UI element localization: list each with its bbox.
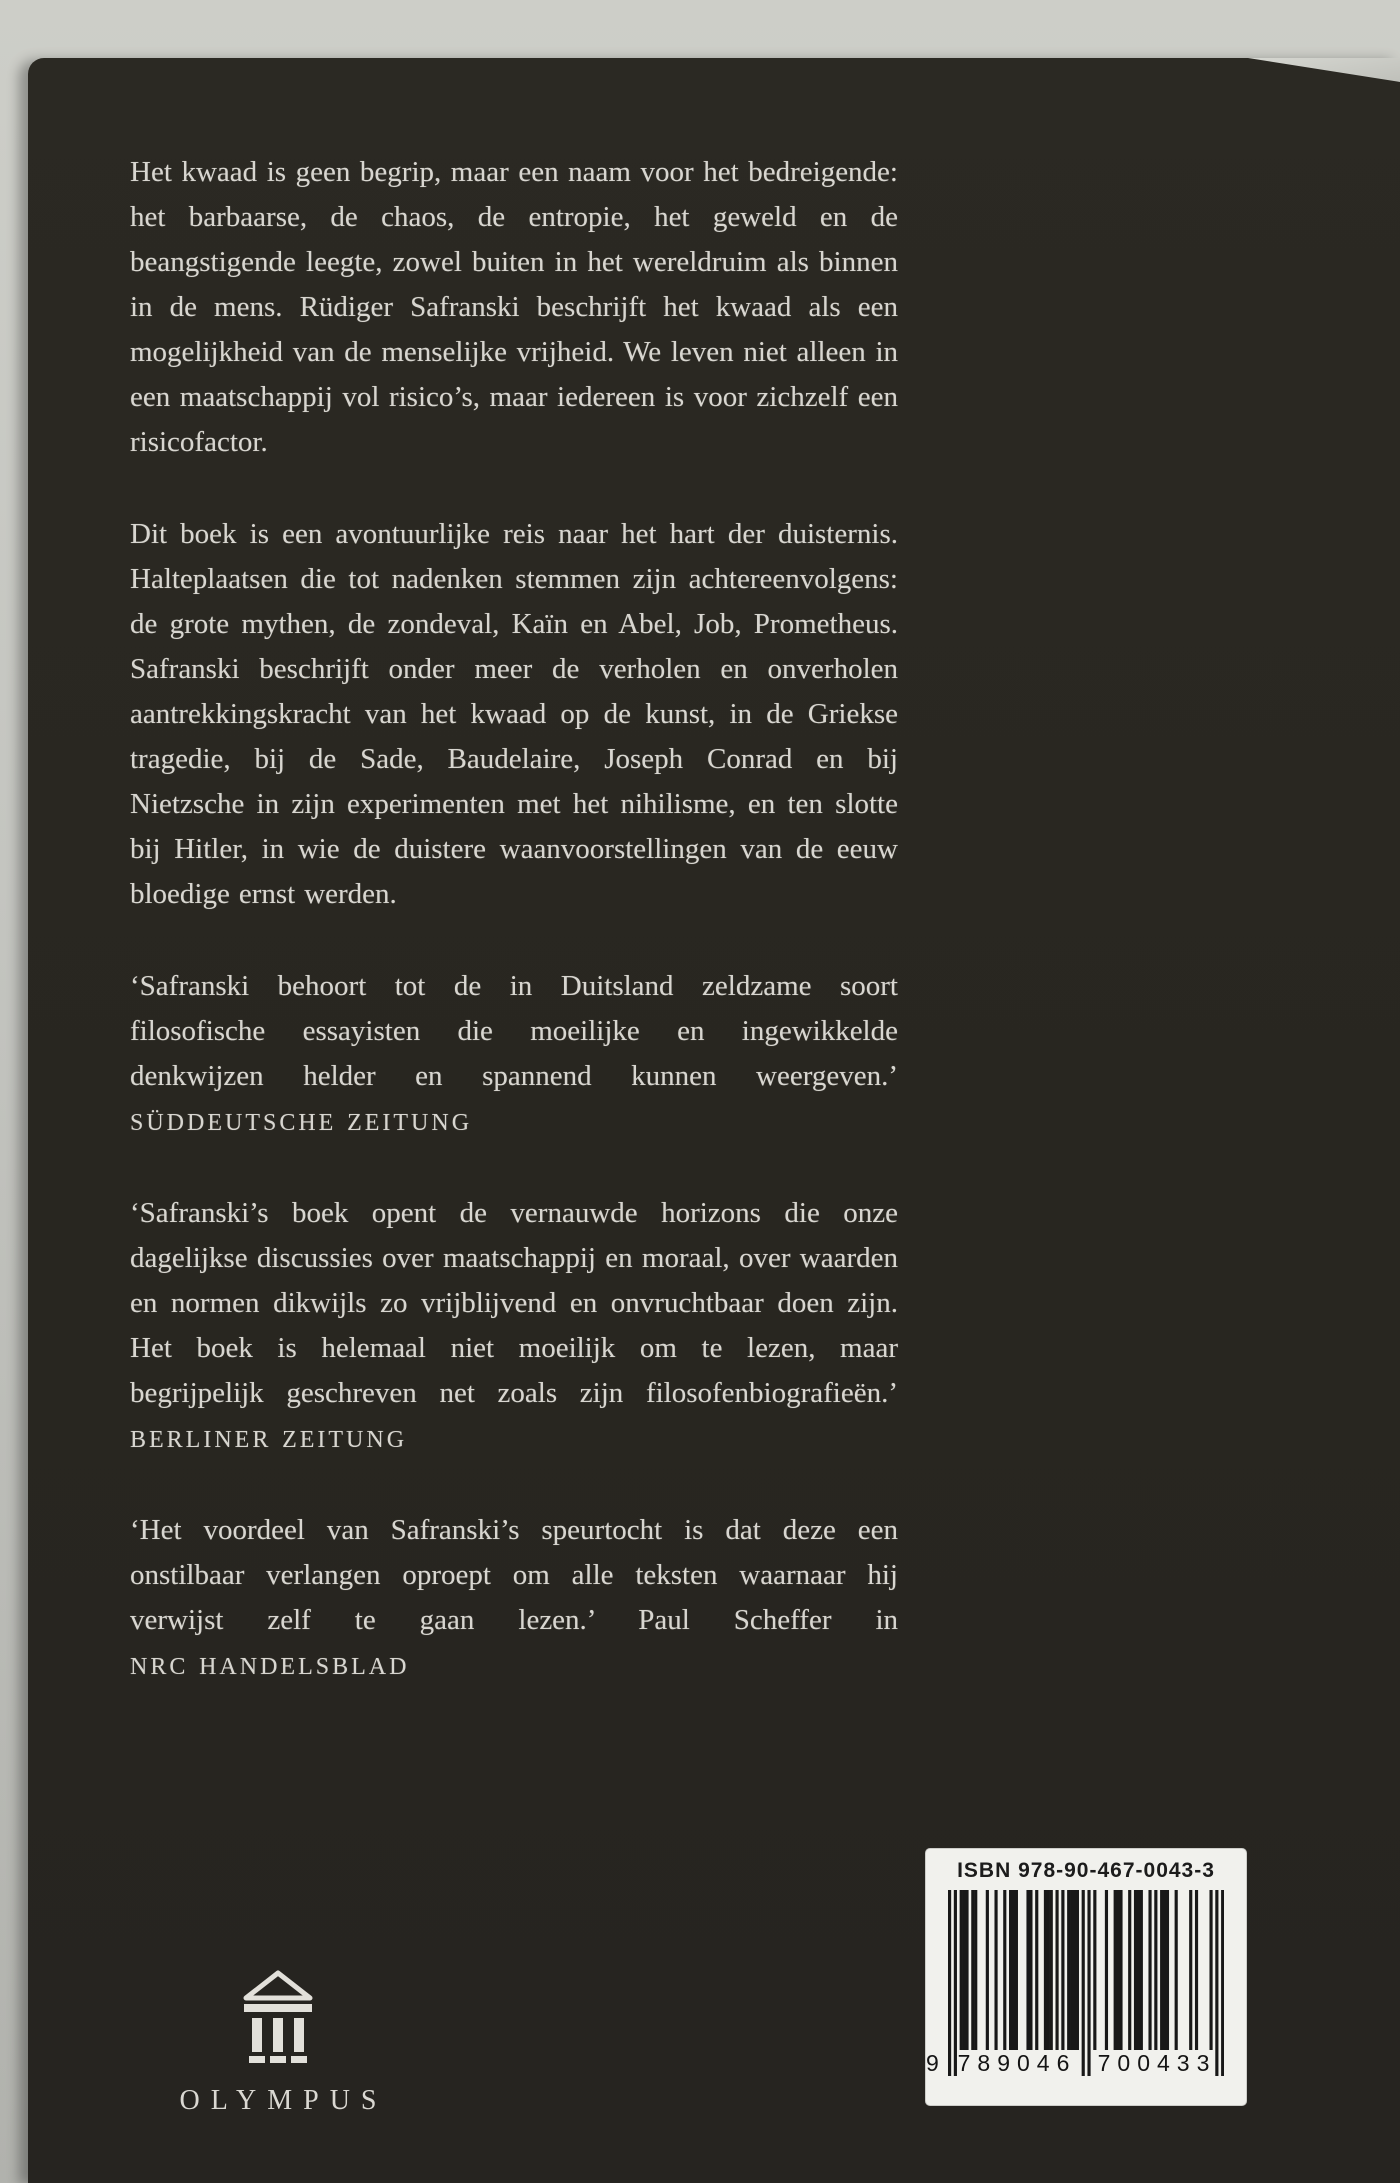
barcode-bars-area — [926, 1890, 1224, 2100]
publisher-name: OLYMPUS — [179, 2085, 388, 2116]
barcode-digits-right: 700433 — [1097, 2050, 1217, 2076]
paragraph-text: ‘Het voordeel van Safranski’s speurtocht is dat deze een onstilbaar verlangen oproept om alle teksten waarnaar hij verwijst zelf te gaan lezen.’ — [130, 1514, 898, 1636]
barcode-digit-prefix: 9 — [926, 2050, 939, 2076]
paragraph-text: Het kwaad is geen begrip, maar een naam voor het bedreigende: het barbaarse, de chaos, de entropie, het geweld en de beangstigende leegte, zowel buiten in het wereldruim als binnen in de mens. Rüdiger Safranski beschrijft het kwaad als een mogelijkheid van de menselijke vrijheid. We leven niet alleen in een maatschappij vol risico’s, maar iedereen is voor zichzelf een risicofactor. — [130, 156, 898, 458]
back-cover-text — [130, 150, 898, 1735]
blurb-paragraph — [130, 150, 898, 467]
paragraph-text: Dit boek is een avontuurlijke reis naar het hart der duisternis. Halteplaatsen die tot nadenken stemmen zijn achtereenvolgens: de grote mythen, de zondeval, Kaïn en Abel, Job, Prometheus. Safranski beschrijft onder meer de verholen en onverholen aantrekkingskracht van het kwaad op de kunst, in de Griekse tragedie, bij de Sade, Baudelaire, Joseph Conrad en bij Nietzsche in zijn experimenten met het nihilisme, en ten slotte bij Hitler, in wie de duistere waanvoorstellingen van de eeuw bloedige ernst werden. — [130, 518, 898, 910]
review-quote — [130, 1191, 898, 1463]
temple-icon — [240, 1968, 316, 2073]
publisher-logo-block — [110, 1968, 446, 2117]
book-cover — [28, 58, 1400, 2183]
review-quote — [130, 1508, 898, 1690]
quote-attribution: Paul Scheffer in — [638, 1604, 898, 1636]
paragraph-text: ‘Safranski’s boek opent de vernauwde horizons die onze dagelijkse discussies over maatschappij en moraal, over waarden en normen dikwijls zo vrijblijvend en onvruchtbaar doen zijn. Het boek is helemaal niet moeilijk om te lezen, maar begrijpelijk geschreven net zoals zijn filosofenbiografieën.’ — [130, 1197, 898, 1409]
barcode-digits-left: 789046 — [957, 2050, 1077, 2076]
page-edges-wedge — [1248, 58, 1400, 82]
paragraph-text: ‘Safranski behoort tot de in Duitsland zeldzame soort filosofische essayisten die moeilijke en ingewikkelde denkwijzen helder en spannend kunnen weergeven.’ — [130, 970, 898, 1092]
isbn-label: ISBN 978-90-467-0043-3 — [957, 1859, 1215, 1882]
blurb-paragraph — [130, 512, 898, 919]
isbn-barcode-box — [925, 1848, 1247, 2106]
quote-source: BERLINER ZEITUNG — [130, 1427, 408, 1453]
review-quote — [130, 964, 898, 1146]
quote-source: NRC HANDELSBLAD — [130, 1654, 410, 1680]
quote-source: SÜDDEUTSCHE ZEITUNG — [130, 1110, 473, 1136]
